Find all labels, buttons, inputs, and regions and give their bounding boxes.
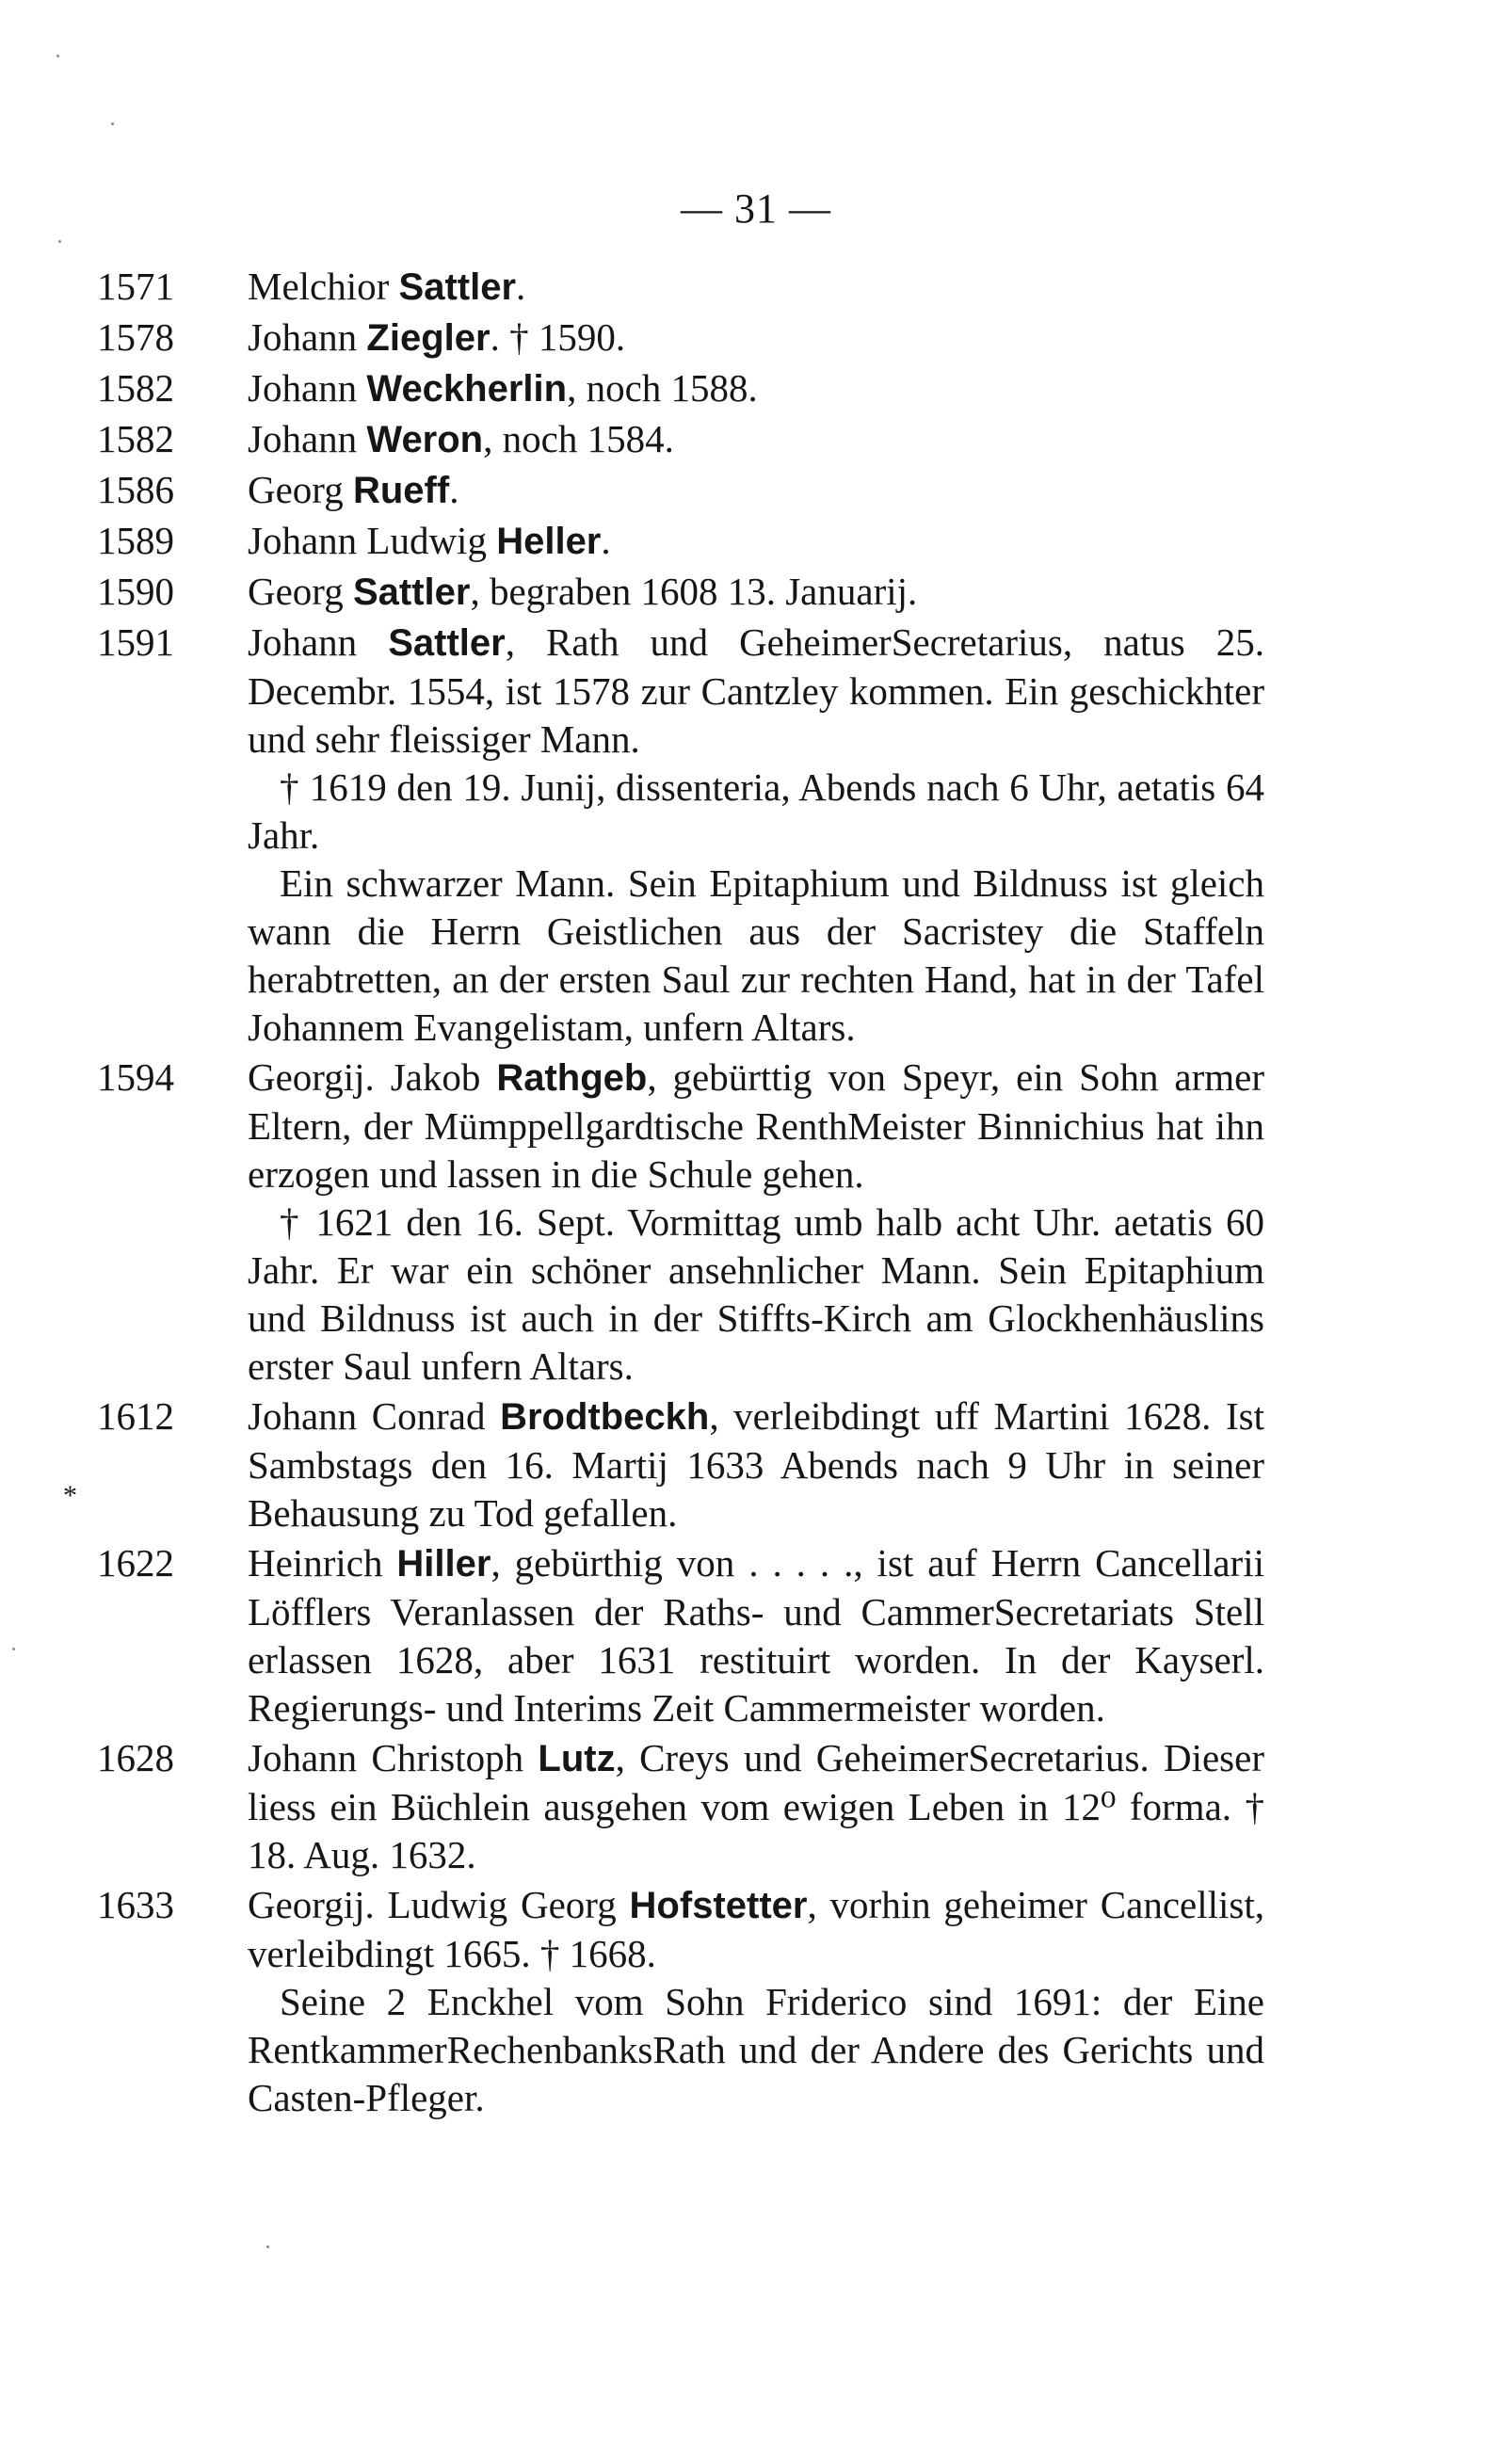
marginal-asterisk: * [63, 1480, 77, 1511]
given-name: Georg [248, 468, 344, 511]
surname: Heller [496, 521, 602, 562]
entry-text [248, 620, 1264, 761]
surname: Weron [366, 419, 484, 460]
entry-text [248, 570, 917, 613]
entry-year: 1589 [97, 519, 174, 562]
surname: Hiller [396, 1543, 491, 1585]
entry-text [248, 417, 674, 460]
scan-speck [266, 2245, 269, 2248]
entry-text [248, 519, 611, 562]
entry-text [248, 1055, 1264, 1196]
register-entry [97, 1734, 1264, 1879]
entry-paragraph: † 1621 den 16. Sept. Vormittag umb halb acht Uhr. aetatis 60 Jahr. Er war ein schöner ansehnlicher Mann. Sein Epitaphium und Bildnuss ist auch in der Stiffts-Kirch am Glockhenhäuslins erster Saul unfern Altars. [248, 1200, 1264, 1388]
scan-speck [56, 55, 59, 57]
surname: Ziegler [366, 317, 491, 359]
given-name: Johann [248, 620, 358, 664]
entry-details: . [516, 265, 526, 308]
given-name: Heinrich [248, 1541, 383, 1585]
register-entry [97, 415, 1264, 464]
surname: Lutz [538, 1738, 616, 1779]
entry-year: 1591 [97, 620, 174, 664]
register-entry [97, 1881, 1264, 2122]
entry-year: 1594 [97, 1055, 174, 1099]
entry-year: 1578 [97, 315, 174, 359]
register-entry [97, 517, 1264, 566]
register-entries [97, 263, 1264, 2122]
surname: Sattler [388, 622, 506, 664]
given-name: Melchior [248, 265, 390, 308]
surname: Weckherlin [366, 368, 568, 410]
entry-text [248, 1394, 1264, 1535]
entry-details: . [449, 468, 459, 511]
entry-text [248, 1883, 1264, 1975]
entry-details: , verleibdingt uff Martini 1628. Ist Sambstags den 16. Martij 1633 Abends nach 9 Uhr in seiner Behausung zu Tod gefallen. [248, 1394, 1265, 1535]
register-entry [97, 263, 1264, 312]
given-name: Johann Ludwig [248, 519, 487, 562]
entry-details: , noch 1588. [567, 366, 758, 410]
register-entry [97, 619, 1264, 1052]
given-name: Johann [248, 315, 358, 359]
given-name: Georgij. Ludwig Georg [248, 1883, 617, 1926]
entry-year: 1622 [97, 1541, 174, 1585]
entry-year: 1628 [97, 1736, 174, 1779]
entry-text [248, 366, 758, 410]
entry-text [248, 1736, 1264, 1876]
scan-speck [12, 1648, 15, 1650]
entry-paragraph: Seine 2 Enckhel vom Sohn Friderico sind 1691: der Eine RentkammerRechenbanksRath und der Andere des Gerichts und Casten-Pfleger. [248, 1980, 1264, 2119]
entry-details: , vorhin geheimer Cancellist, verleibdingt 1665. † 1668. [248, 1883, 1265, 1975]
entry-details: , noch 1584. [483, 417, 674, 460]
entry-details: , gebürthig von . . . . ., ist auf Herrn Cancellarii Löfflers Veranlassen der Raths- und CammerSecretariats Stell erlassen 1628, aber 1631 restituirt worden. In der Kayserl. Regierungs- und Interims Zeit Cammermeister worden. [248, 1541, 1264, 1730]
scan-speck [111, 122, 114, 125]
register-entry [97, 1392, 1264, 1537]
entry-year: 1571 [97, 265, 174, 308]
given-name: Georg [248, 570, 344, 613]
entry-details: . † 1590. [490, 315, 626, 359]
entry-details: , gebürttig von Speyr, ein Sohn armer Eltern, der Mümppellgardtische RenthMeister Binnichius hat ihn erzogen und lassen in die Schule gehen. [248, 1055, 1265, 1196]
entry-details: , Rath und GeheimerSecretarius, natus 25. Decembr. 1554, ist 1578 zur Cantzley kommen. Ein geschickhter und sehr fleissiger Mann. [248, 620, 1264, 761]
register-entry [97, 364, 1264, 413]
surname: Brodtbeckh [500, 1396, 710, 1438]
scan-speck [58, 240, 61, 243]
entry-text [248, 1541, 1264, 1730]
given-name: Johann Conrad [248, 1394, 486, 1438]
given-name: Johann [248, 417, 358, 460]
entry-year: 1590 [97, 570, 174, 613]
register-entry [97, 1054, 1264, 1391]
entry-year: 1612 [97, 1394, 174, 1438]
entry-year: 1586 [97, 468, 174, 511]
entry-paragraph: Ein schwarzer Mann. Sein Epitaphium und Bildnuss ist gleich wann die Herrn Geistlichen aus der Sacristey die Staffeln herabtretten, an der ersten Saul zur rechten Hand, hat in der Tafel Johannem Evangelistam, unfern Altars. [248, 861, 1264, 1049]
surname: Rathgeb [496, 1057, 648, 1099]
register-entry [97, 1539, 1264, 1732]
entry-year: 1633 [97, 1883, 174, 1926]
entry-paragraph: † 1619 den 19. Junij, dissenteria, Abends nach 6 Uhr, aetatis 64 Jahr. [248, 765, 1264, 857]
surname: Sattler [352, 571, 471, 613]
entry-details: . [601, 519, 611, 562]
surname: Sattler [398, 266, 517, 308]
entry-details: , begraben 1608 13. Januarij. [470, 570, 918, 613]
given-name: Johann Christoph [248, 1736, 524, 1779]
entry-text [248, 265, 525, 308]
entry-text [248, 315, 625, 359]
page-number: — 31 — [681, 185, 831, 232]
register-entry [97, 568, 1264, 617]
entry-year: 1582 [97, 417, 174, 460]
entry-details: , Creys und GeheimerSecretarius. Dieser liess ein Büchlein ausgehen vom ewigen Leben in 12⁰ forma. † 18. Aug. 1632. [248, 1736, 1264, 1876]
entry-year: 1582 [97, 366, 174, 410]
given-name: Georgij. Jakob [248, 1055, 481, 1099]
register-entry [97, 314, 1264, 362]
surname: Hofstetter [629, 1885, 808, 1926]
surname: Rueff [352, 470, 450, 511]
register-entry [97, 466, 1264, 515]
entry-text [248, 468, 458, 511]
given-name: Johann [248, 366, 358, 410]
